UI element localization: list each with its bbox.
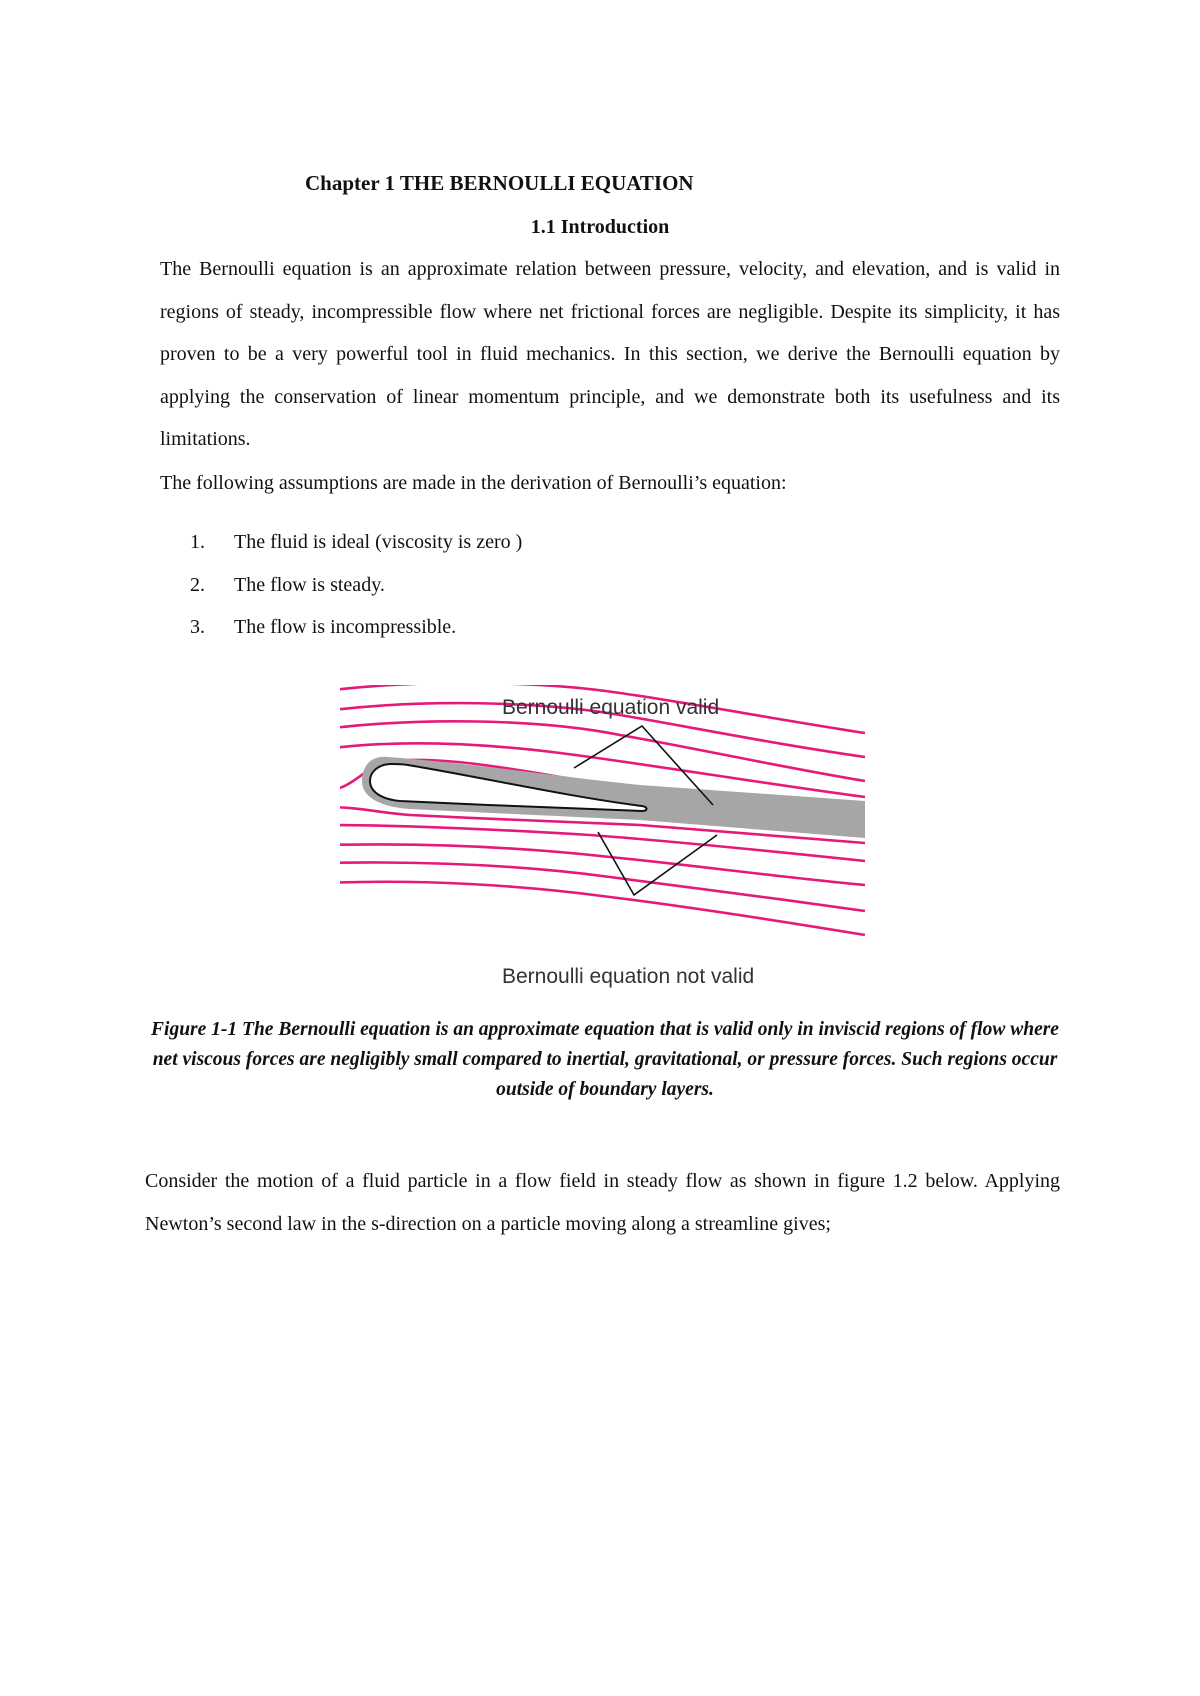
- label-bernoulli-not-valid: Bernoulli equation not valid: [502, 965, 755, 988]
- section-title: 1.1 Introduction: [530, 216, 670, 238]
- streamline: [340, 845, 865, 886]
- assumptions-intro: The following assumptions are made in the derivation of Bernoulli’s equation:: [160, 472, 787, 494]
- list-item: [190, 530, 522, 573]
- list-item: [190, 573, 522, 616]
- list-item-number: 2.: [190, 573, 205, 596]
- streamline: [340, 882, 865, 935]
- list-item-text: The fluid is ideal (viscosity is zero ): [234, 531, 523, 553]
- airfoil-flow-diagram: [340, 685, 880, 1000]
- list-item-text: The flow is incompressible.: [234, 616, 457, 638]
- list-item: [190, 615, 522, 658]
- label-bernoulli-valid: Bernoulli equation valid: [502, 696, 720, 719]
- chapter-title: Chapter 1 THE BERNOULLI EQUATION: [305, 171, 694, 195]
- list-item-number: 3.: [190, 616, 205, 638]
- intro-paragraph: The Bernoulli equation is an approximate relation between pressure, velocity, and elevation, and is valid in regions of steady, incompressible flow where net frictional forces are negligible. Despite its simplicity, it has proven to be a very powerful tool in fluid mechanics. In this section, we derive the Bernoulli equation by applying the conservation of linear momentum principle, and we demonstrate both its usefulness and its limitations.: [160, 258, 1060, 450]
- paragraph-2: Consider the motion of a fluid particle in a flow field in steady flow as shown in figure 1.2 below. Applying Newton’s second law in the s-direction on a particle moving along a streamline gives;: [145, 1170, 1060, 1235]
- bernoulli-figure: [340, 685, 880, 1000]
- list-item-text: The flow is steady.: [234, 573, 385, 596]
- figure-caption: Figure 1-1 The Bernoulli equation is an approximate equation that is valid only in inviscid regions of flow where net viscous forces are negligibly small compared to inertial, gravitational, or pressure forces. Such regions occur outside of boundary layers.: [151, 1019, 1059, 1100]
- streamline: [340, 863, 865, 911]
- assumptions-list: [190, 530, 522, 658]
- list-item-number: 1.: [190, 531, 205, 553]
